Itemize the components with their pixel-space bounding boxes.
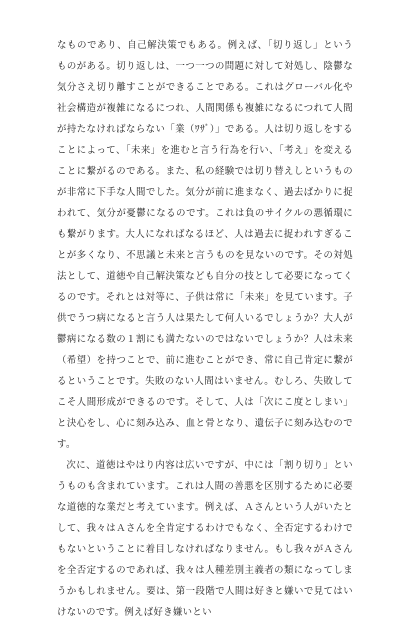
paragraph-1: なものであり、自己解決策でもある。例えば、「切り返し」というものがある。切り返しは、一つ一つの問題に対して対処し、陰鬱な気分さえ切り離すことができることである。これはグローバル化や社会構造が複雑になるにつれ、人間関係も複雑になるにつれて人間が持たなければならない「業（ﾜｻﾞ）」である。人は切り返しをすることによって、「未来」を進むと言う行為を行い、「考え」を変えることに繋がるのである。また、私の経験では切り替えしというものが非常に下手な人間でした。気分が前に進まなく、過去ばかりに捉われて、気分が憂鬱になるのです。これは負のサイクルの悪循環にも繋がります。大人になればなるほど、人は過去に捉われすぎることが多くなり、不思議と未来と言うものを見ないのです。その対処法として、道徳や自己解決策なども自分の技として必要になってくるのです。それとは対等に、子供は常に「未来」を見ています。子供でうつ病になると言う人は果たして何人いるでしょうか？大人が鬱病になる数の１割にも満たないのではないでしょうか？人は未来（希望）を持つことで、前に進むことができ、常に自己肯定に繋がるということです。失敗のない人間はいません。むしろ、失敗してこそ人間形成ができるのです。そして、人は「次にこ度としまい」と決心をし、心に刻み込み、血と骨となり、遺伝子に刻み込むのです。 [57, 40, 353, 450]
paragraph-2: 次に、道徳はやはり内容は広いですが、中には「割り切り」というものも含まれています。これは人間の善悪を区別するために必要な道徳的な業だと考えています。例えば、Ａさんという人がいたとして、我々はＡさんを全肯定するわけでもなく、全否定するわけでもないということに着目しなければなりません。もし我々がＡさんを全否定するのであれば、我々は人種差別主義者の類になってしまうかもしれません。要は、第一段階で人間は好きと嫌いで見てはいけないのです。例えば好き嫌いとい [57, 460, 353, 618]
